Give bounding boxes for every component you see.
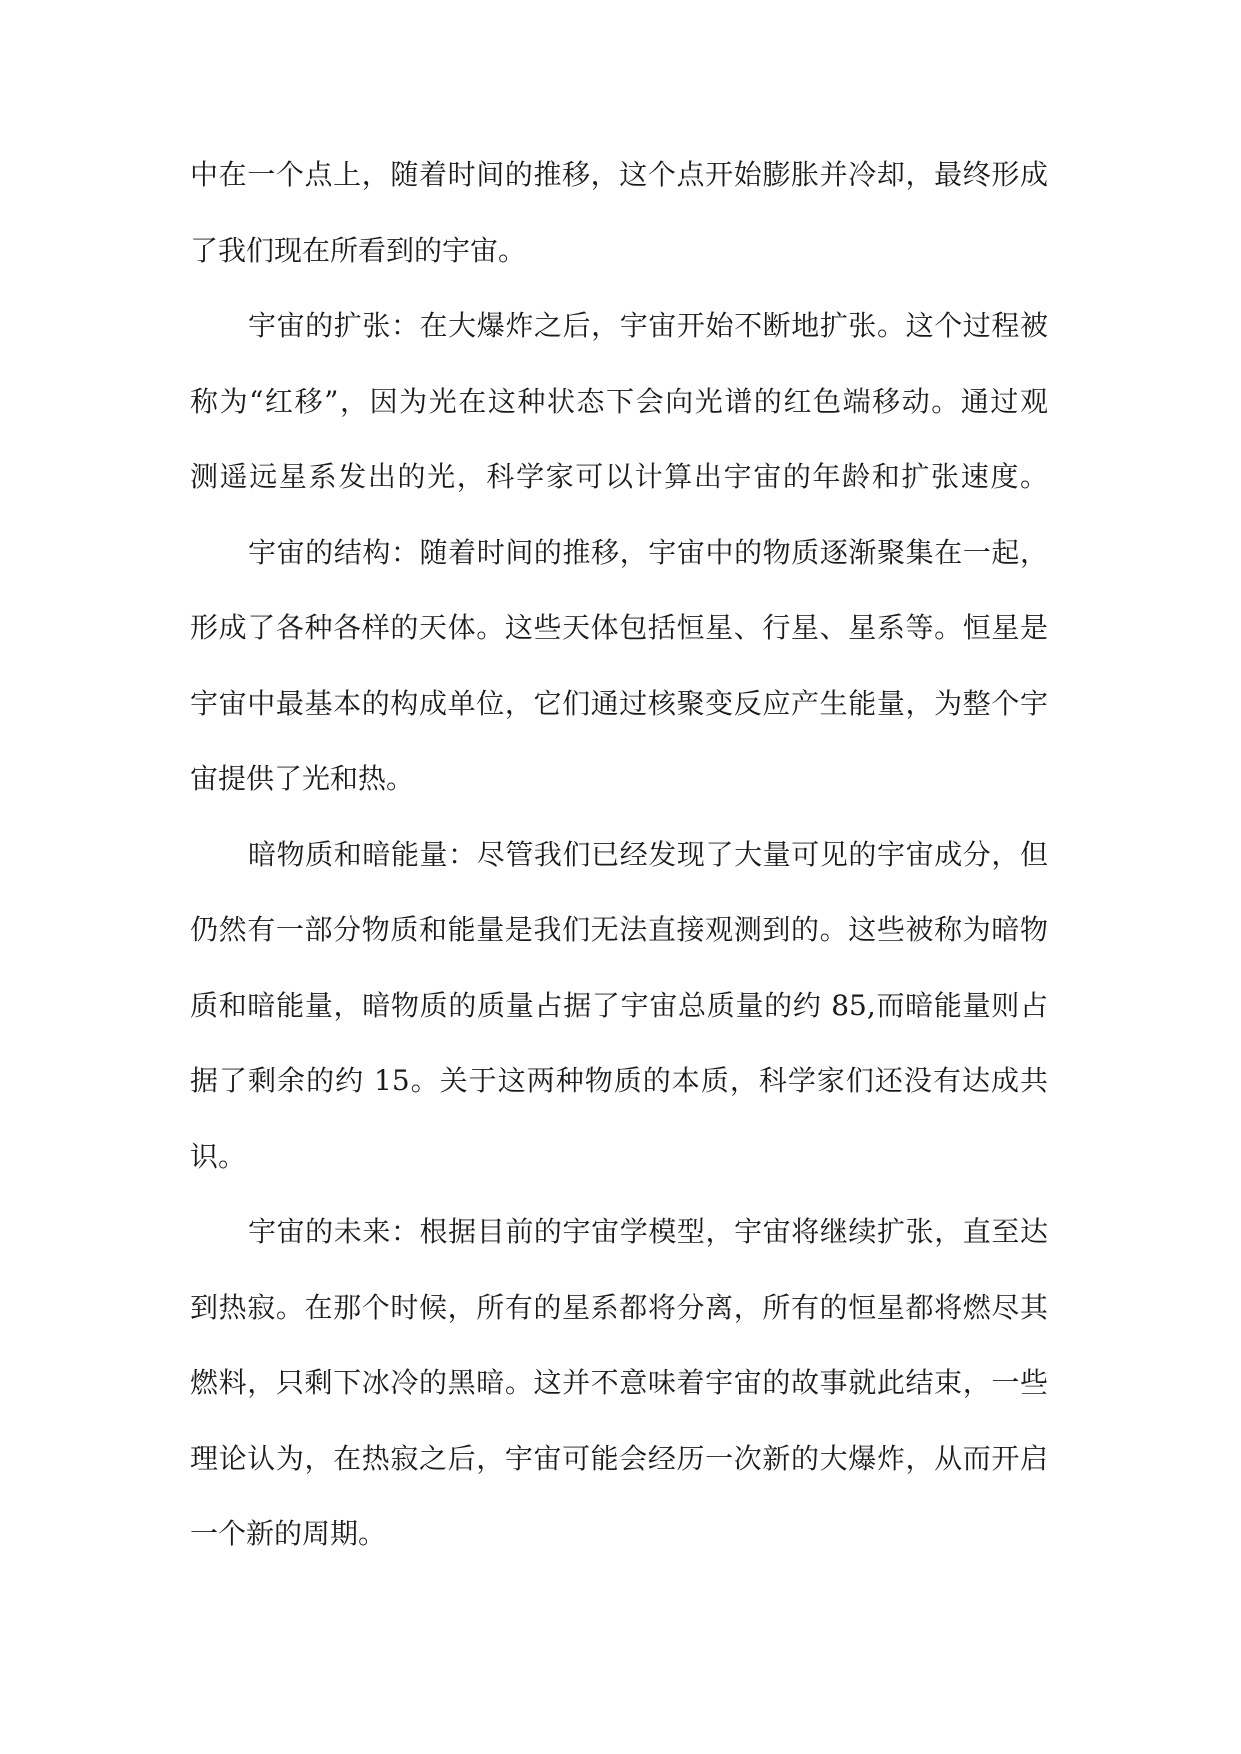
text-line: 质和暗能量，暗物质的质量占据了宇宙总质量的约 85,而暗能量则占 <box>190 988 1048 1022</box>
text-line: 识。 <box>190 1139 247 1173</box>
paragraph-first-line: 宇宙的结构：随着时间的推移，宇宙中的物质逐渐聚集在一起， <box>248 535 1048 569</box>
text-line: 一个新的周期。 <box>190 1517 387 1550</box>
text-line: 到热寂。在那个时候，所有的星系都将分离，所有的恒星都将燃尽其 <box>190 1290 1048 1324</box>
text-line: 中在一个点上，随着时间的推移，这个点开始膨胀并冷却，最终形成 <box>190 158 1048 191</box>
text-line: 宙提供了光和热。 <box>190 762 415 795</box>
text-line: 形成了各种各样的天体。这些天体包括恒星、行星、星系等。恒星是 <box>190 611 1048 644</box>
text-line: 宇宙中最基本的构成单位，它们通过核聚变反应产生能量，为整个宇 <box>190 686 1048 720</box>
paragraph-first-line: 宇宙的扩张：在大爆炸之后，宇宙开始不断地扩张。这个过程被 <box>248 309 1048 342</box>
document-body <box>190 137 1048 1572</box>
text-line: 仍然有一部分物质和能量是我们无法直接观测到的。这些被称为暗物 <box>190 913 1048 946</box>
text-line: 据了剩余的约 15。关于这两种物质的本质，科学家们还没有达成共 <box>190 1064 1048 1097</box>
text-line: 称为“红移”，因为光在这种状态下会向光谱的红色端移动。通过观 <box>190 384 1048 418</box>
text-line: 燃料，只剩下冰冷的黑暗。这并不意味着宇宙的故事就此结束，一些 <box>190 1366 1048 1399</box>
text-line: 了我们现在所看到的宇宙。 <box>190 233 527 267</box>
text-line: 理论认为，在热寂之后，宇宙可能会经历一次新的大爆炸，从而开启 <box>190 1441 1048 1475</box>
paragraph-first-line: 宇宙的未来：根据目前的宇宙学模型，宇宙将继续扩张，直至达 <box>248 1215 1048 1248</box>
paragraph-first-line: 暗物质和暗能量：尽管我们已经发现了大量可见的宇宙成分，但 <box>248 837 1048 871</box>
text-line: 测遥远星系发出的光，科学家可以计算出宇宙的年龄和扩张速度。 <box>190 460 1048 493</box>
